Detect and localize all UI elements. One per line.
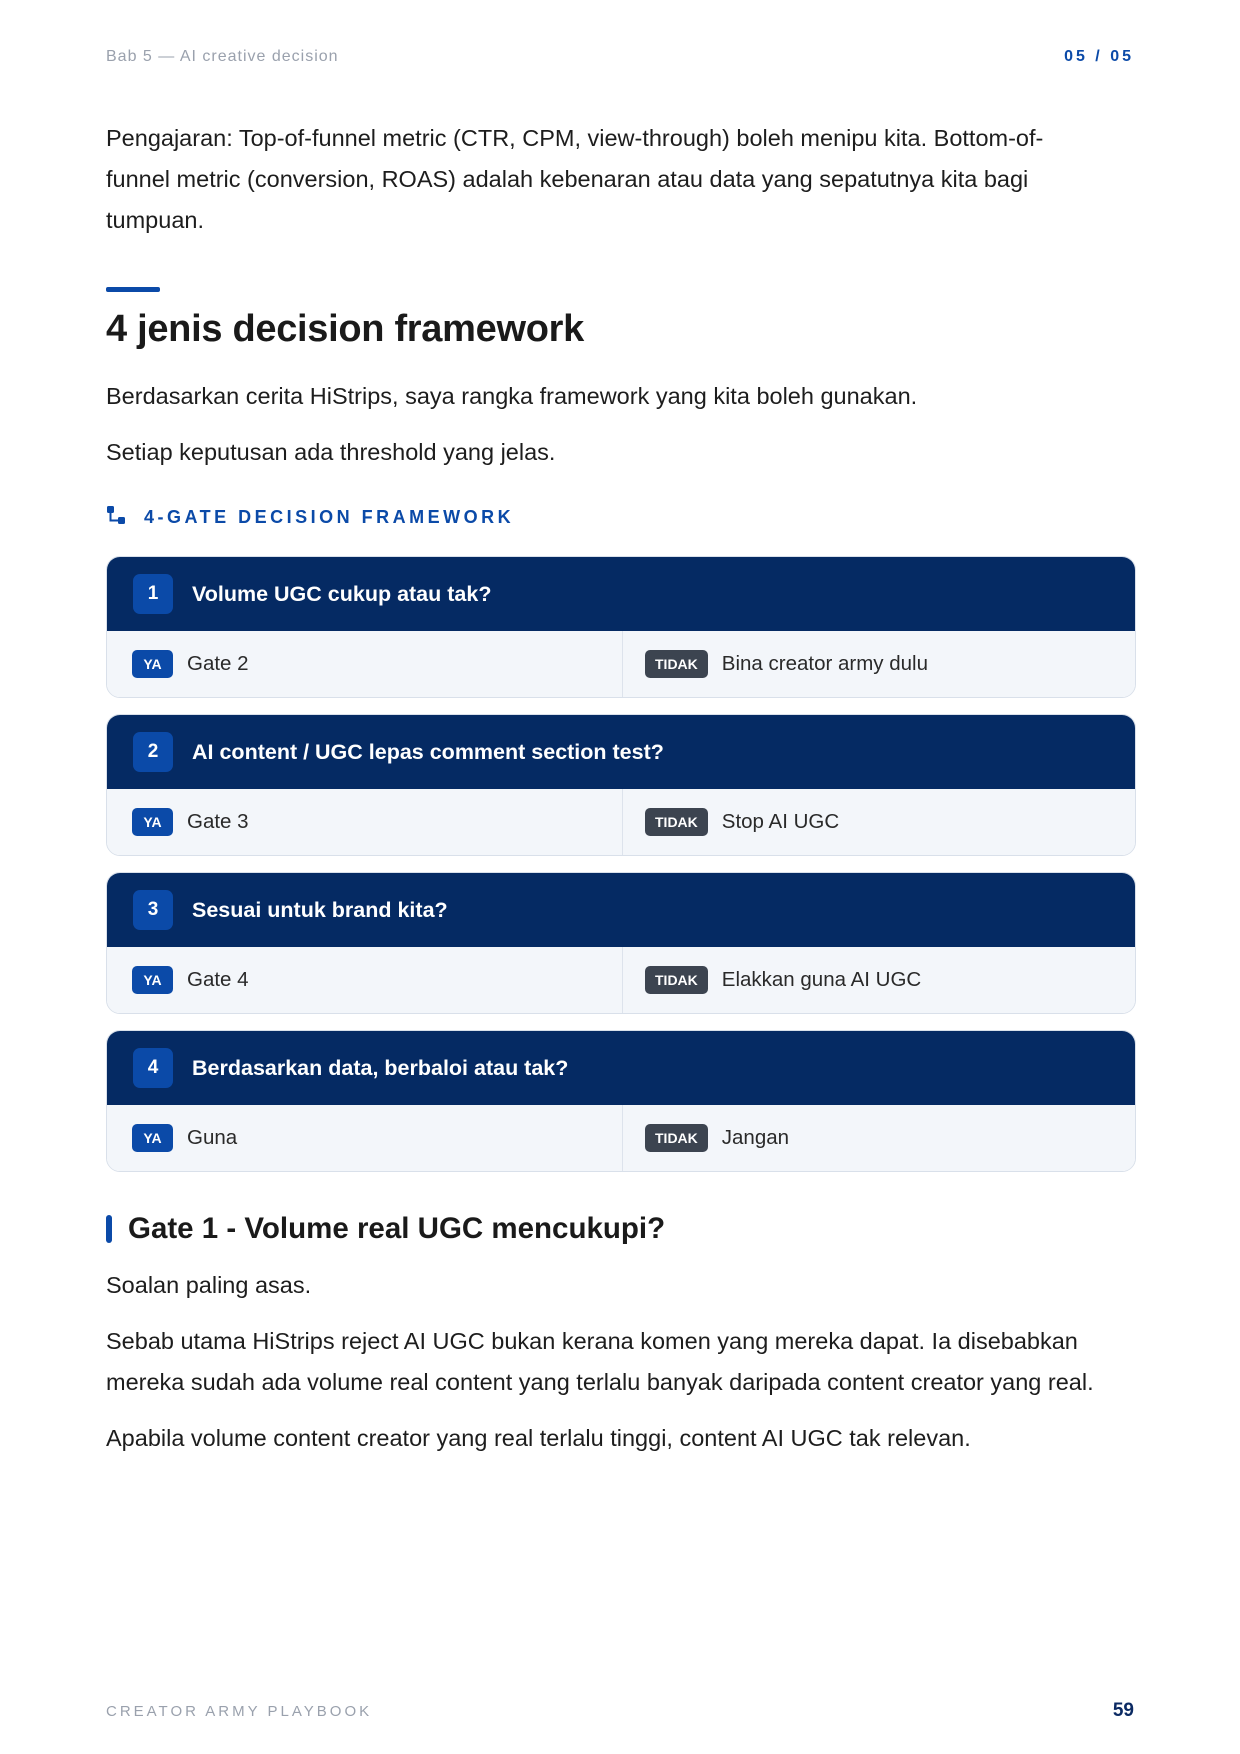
body-line: Sebab utama HiStrips reject AI UGC bukan kerana komen yang mereka dapat. Ia disebabkan xyxy=(106,1328,1078,1354)
body-paragraph: Soalan paling asas. xyxy=(106,1272,312,1298)
gate-card xyxy=(106,556,1136,698)
gate-options xyxy=(107,947,1135,1013)
gate-card xyxy=(106,872,1136,1014)
yes-outcome: Guna xyxy=(187,1126,238,1149)
book-title: CREATOR ARMY PLAYBOOK xyxy=(106,1702,373,1720)
running-header xyxy=(106,48,1134,66)
yes-badge: YA xyxy=(132,966,173,994)
page-footer xyxy=(106,1700,1134,1722)
gate1-para1 xyxy=(106,1265,1136,1306)
no-outcome: Elakkan guna AI UGC xyxy=(721,968,922,991)
body-paragraph: Apabila volume content creator yang real terlalu tinggi, content AI UGC tak relevan. xyxy=(106,1425,971,1451)
no-option xyxy=(622,631,1135,697)
no-badge: TIDAK xyxy=(645,1124,708,1152)
gate1-heading xyxy=(106,1212,665,1246)
no-badge: TIDAK xyxy=(645,650,708,678)
gate-header xyxy=(107,1031,1135,1105)
yes-badge: YA xyxy=(132,1124,173,1152)
yes-option xyxy=(107,789,622,855)
yes-badge: YA xyxy=(132,650,173,678)
no-outcome: Stop AI UGC xyxy=(721,810,840,833)
heading-accent-bar xyxy=(106,1215,112,1243)
section-heading: 4 jenis decision framework xyxy=(106,308,584,350)
framework-label xyxy=(106,505,514,530)
no-option xyxy=(622,789,1135,855)
gate-card xyxy=(106,714,1136,856)
intro-line: Pengajaran: Top-of-funnel metric (CTR, CPM, view-through) boleh menipu kita. Bottom-of- xyxy=(106,125,1044,151)
intro-paragraph xyxy=(106,118,1136,241)
yes-outcome: Gate 2 xyxy=(187,652,249,675)
intro-line: funnel metric (conversion, ROAS) adalah kebenaran atau data yang sepatutnya kita bagi xyxy=(106,166,1029,192)
gate-question: Volume UGC cukup atau tak? xyxy=(192,581,492,606)
no-badge: TIDAK xyxy=(645,966,708,994)
section-page-counter: 05 / 05 xyxy=(1064,48,1134,65)
section-intro-2 xyxy=(106,432,1136,473)
gate-number: 4 xyxy=(133,1048,173,1088)
heading-accent-rule xyxy=(106,287,160,292)
gate1-para3 xyxy=(106,1418,1136,1459)
gate-card xyxy=(106,1030,1136,1172)
yes-option xyxy=(107,631,622,697)
no-option xyxy=(622,947,1135,1013)
no-badge: TIDAK xyxy=(645,808,708,836)
chapter-title: Bab 5 — AI creative decision xyxy=(106,48,339,65)
yes-outcome: Gate 4 xyxy=(187,968,249,991)
yes-option xyxy=(107,1105,622,1171)
section-paragraph: Berdasarkan cerita HiStrips, saya rangka framework yang kita boleh gunakan. xyxy=(106,383,918,409)
gate-header xyxy=(107,873,1135,947)
framework-label-text: 4-GATE DECISION FRAMEWORK xyxy=(144,507,515,527)
no-outcome: Jangan xyxy=(721,1126,790,1149)
no-outcome: Bina creator army dulu xyxy=(721,652,929,675)
gate-header xyxy=(107,715,1135,789)
yes-outcome: Gate 3 xyxy=(187,810,249,833)
body-line: mereka sudah ada volume real content yang terlalu banyak daripada content creator yang real. xyxy=(106,1369,1094,1395)
gate-number: 3 xyxy=(133,890,173,930)
gate-question: Berdasarkan data, berbaloi atau tak? xyxy=(192,1055,569,1080)
gate-number: 1 xyxy=(133,574,173,614)
gate-number: 2 xyxy=(133,732,173,772)
gate1-heading-text: Gate 1 - Volume real UGC mencukupi? xyxy=(128,1212,666,1245)
section-intro xyxy=(106,376,1136,417)
gate-options xyxy=(107,789,1135,855)
gate-question: Sesuai untuk brand kita? xyxy=(192,897,448,922)
gate-list xyxy=(106,556,1136,1188)
yes-option xyxy=(107,947,622,1013)
intro-line: tumpuan. xyxy=(106,207,204,233)
gate1-para2 xyxy=(106,1321,1136,1403)
gate-options xyxy=(107,631,1135,697)
section-paragraph: Setiap keputusan ada threshold yang jelas. xyxy=(106,439,556,465)
flow-icon xyxy=(106,505,126,530)
yes-badge: YA xyxy=(132,808,173,836)
gate-options xyxy=(107,1105,1135,1171)
page-number: 59 xyxy=(1112,1700,1134,1721)
no-option xyxy=(622,1105,1135,1171)
gate-question: AI content / UGC lepas comment section test? xyxy=(192,739,664,764)
gate-header xyxy=(107,557,1135,631)
